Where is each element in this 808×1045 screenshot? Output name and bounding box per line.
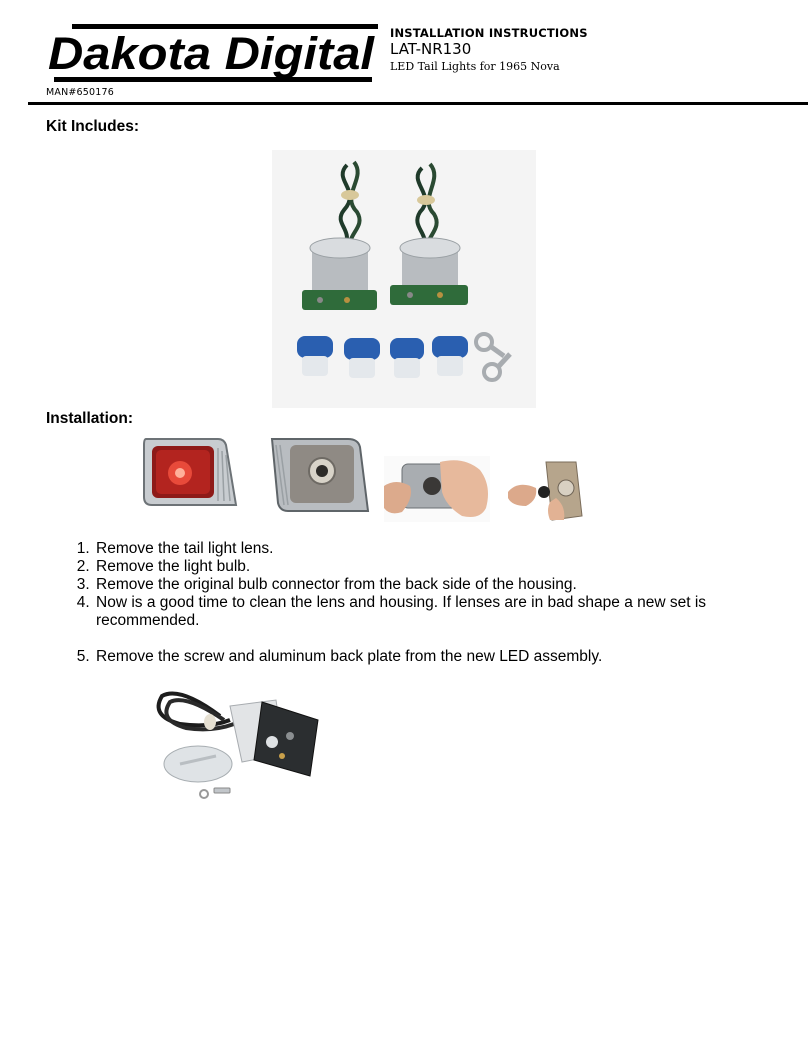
step-1: 1. Remove the tail light lens. [94, 540, 794, 558]
installation-heading: Installation: [46, 410, 133, 427]
product-description: LED Tail Lights for 1965 Nova [390, 60, 560, 73]
doc-type-label: INSTALLATION INSTRUCTIONS [390, 26, 588, 40]
brand-wordmark: Dakota Digital [48, 28, 376, 79]
step-2: 2. Remove the light bulb. [94, 558, 794, 576]
led-assembly-photo [150, 676, 330, 804]
connector-removal-photo [506, 458, 584, 522]
step-4: 4. Now is a good time to clean the lens and housing. If lenses are in bad shape a new set is recommended. [94, 594, 794, 630]
bulb-removal-photo [384, 456, 490, 522]
dakota-digital-logo [44, 22, 380, 84]
installation-steps [52, 540, 794, 666]
manual-number: MAN#650176 [46, 87, 115, 98]
kit-includes-heading: Kit Includes: [46, 118, 140, 135]
part-number: LAT-NR130 [390, 40, 472, 58]
tail-light-lens-photo [138, 433, 238, 511]
kit-contents-photo [272, 150, 536, 408]
header-divider [28, 102, 808, 105]
step-3: 3. Remove the original bulb connector from the back side of the housing. [94, 576, 794, 594]
housing-photo [268, 435, 370, 515]
step-5: 5. Remove the screw and aluminum back plate from the new LED assembly. [94, 648, 794, 666]
